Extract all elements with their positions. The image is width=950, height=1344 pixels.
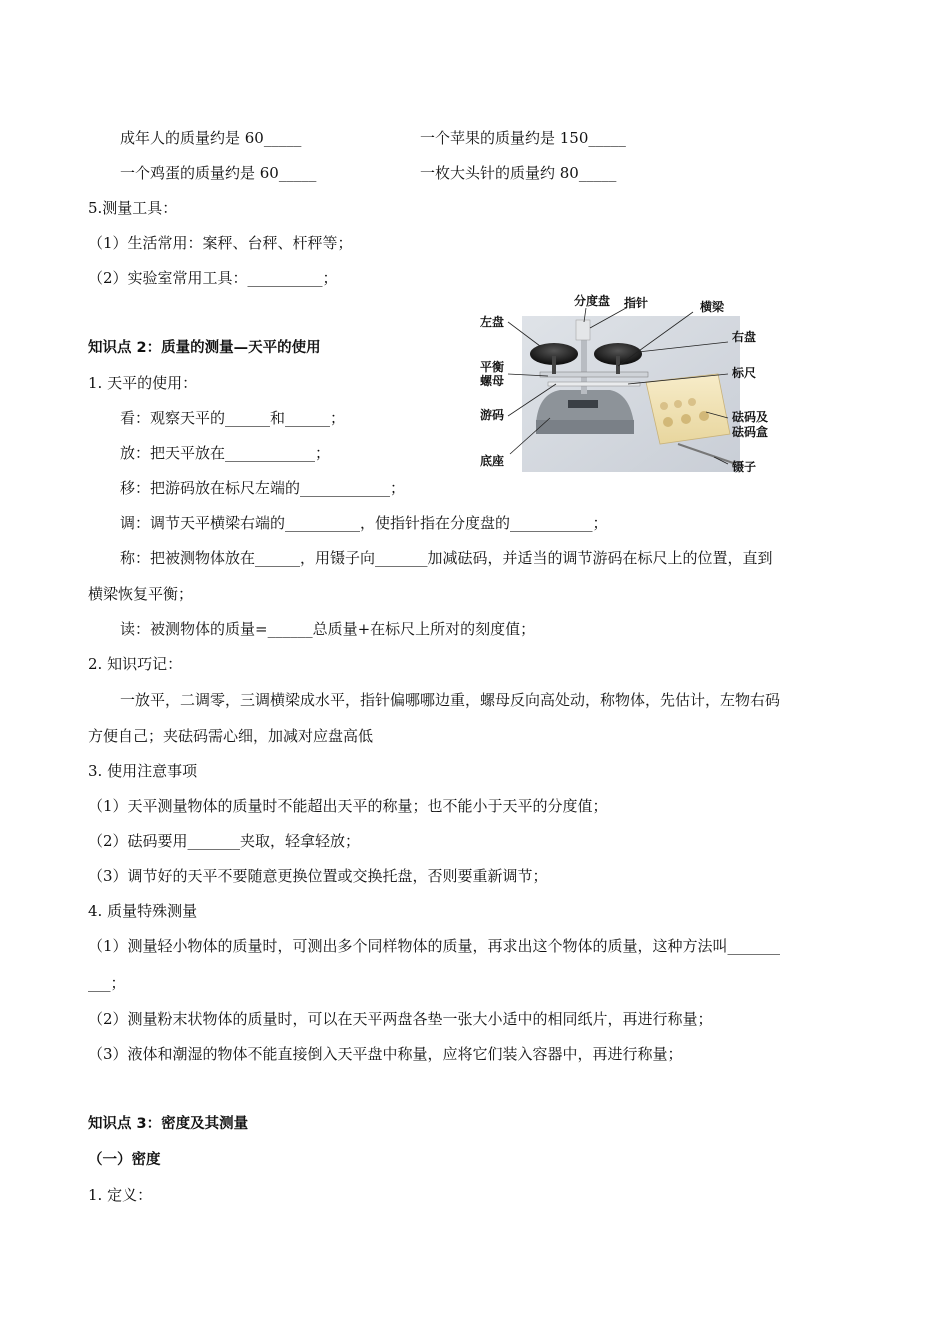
kp3-subtitle: （一）密度 <box>88 1152 161 1168</box>
label-right-pan: 右盘 <box>732 330 757 344</box>
notes-heading: 3. 使用注意事项 <box>88 762 198 780</box>
special-heading: 4. 质量特殊测量 <box>88 902 198 920</box>
label-tweezers: 镊子 <box>732 460 757 474</box>
example-pin: 一枚大头针的质量约 80_____ <box>420 164 617 182</box>
step-adjust: 调：调节天平横梁右端的__________，使指针指在分度盘的___________； <box>120 514 608 532</box>
step-move: 移：把游码放在标尺左端的____________； <box>120 479 406 497</box>
label-nut-2: 螺母 <box>480 374 505 388</box>
step-read: 读：被测物体的质量=______总质量+在标尺上所对的刻度值； <box>120 620 536 638</box>
tips-line-1: 一放平，二调零，三调横梁成水平，指针偏哪哪边重，螺母反向高处动，称物体，先估计，左物右码 <box>120 691 781 709</box>
label-nut-1: 平衡 <box>480 360 505 374</box>
step-weigh-1: 称：把被测物体放在______，用镊子向_______加减砝码，并适当的调节游码在标尺上的位置，直到 <box>120 549 773 567</box>
step-place: 放：把天平放在____________； <box>120 444 331 462</box>
label-left-pan: 左盘 <box>480 315 505 329</box>
tips-line-2: 方便自己；夹砝码需心细，加减对应盘高低 <box>88 727 374 745</box>
label-ruler: 标尺 <box>732 366 757 380</box>
special-1-line-2: ___； <box>88 974 126 992</box>
example-adult: 成年人的质量约是 60_____ <box>120 129 302 147</box>
tools-heading: 5.测量工具： <box>88 199 178 217</box>
label-weights-1: 砝码及 <box>732 410 769 424</box>
step-weigh-2: 横梁恢复平衡； <box>88 585 194 603</box>
step-look: 看：观察天平的______和______； <box>120 409 346 427</box>
use-heading: 1. 天平的使用： <box>88 374 198 392</box>
tips-heading: 2. 知识巧记： <box>88 655 183 673</box>
tools-item-1: （1）生活常用：案秤、台秤、杆秤等； <box>88 234 353 252</box>
label-weights-2: 砝码盒 <box>732 425 769 439</box>
note-1: （1）天平测量物体的质量时不能超出天平的称量；也不能小于天平的分度值； <box>88 797 608 815</box>
example-apple: 一个苹果的质量约是 150_____ <box>420 129 626 147</box>
tools-item-2: （2）实验室常用工具：__________； <box>88 269 338 287</box>
label-rider: 游码 <box>480 408 505 422</box>
kp2-title: 知识点 2：质量的测量—天平的使用 <box>88 340 321 356</box>
label-base: 底座 <box>480 454 505 468</box>
note-3: （3）调节好的天平不要随意更换位置或交换托盘，否则要重新调节； <box>88 867 548 885</box>
balance-figure <box>478 294 778 480</box>
kp3-title: 知识点 3：密度及其测量 <box>88 1116 249 1132</box>
special-3: （3）液体和潮湿的物体不能直接倒入天平盘中称量，应将它们装入容器中，再进行称量； <box>88 1045 683 1063</box>
special-2: （2）测量粉末状物体的质量时，可以在天平两盘各垫一张大小适中的相同纸片，再进行称量； <box>88 1010 713 1028</box>
label-pointer: 指针 <box>624 296 649 310</box>
label-beam: 横梁 <box>700 300 725 314</box>
kp3-definition: 1. 定义： <box>88 1186 153 1204</box>
label-scale-dial: 分度盘 <box>574 294 611 308</box>
example-egg: 一个鸡蛋的质量约是 60_____ <box>120 164 317 182</box>
balance-illustration <box>478 294 778 480</box>
note-2: （2）砝码要用_______夹取，轻拿轻放； <box>88 832 361 850</box>
special-1-line-1: （1）测量轻小物体的质量时，可测出多个同样物体的质量，再求出这个物体的质量，这种方法叫_______ <box>88 937 781 955</box>
